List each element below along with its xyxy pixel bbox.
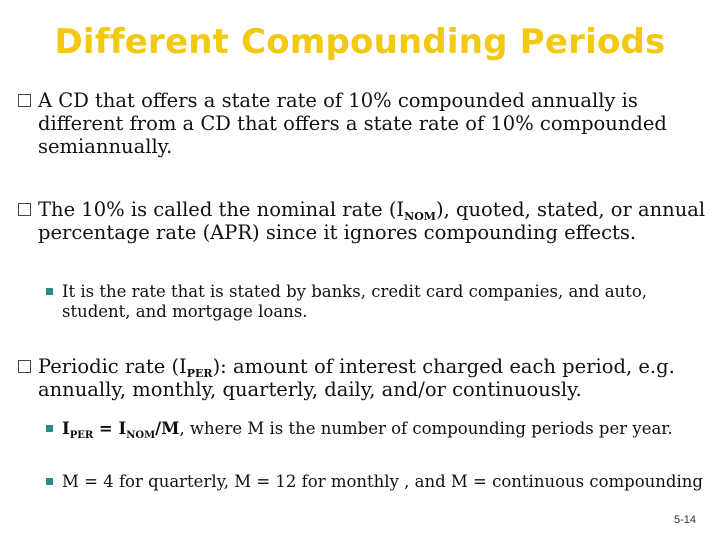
subscript-nom: NOM	[404, 210, 436, 223]
checkbox-bullet-icon	[18, 94, 31, 107]
bullet-periodic-rate	[18, 355, 708, 401]
square-bullet-icon	[46, 425, 53, 432]
square-bullet-icon	[46, 288, 53, 295]
subbullet-m-values	[46, 472, 706, 492]
page-number: 5-14	[673, 514, 696, 526]
subbullet-stated-rate	[46, 282, 706, 322]
subbullet-text: $I_{PER} = I_{NOM}/M$, where M is the number of compounding periods per year.	[62, 419, 673, 441]
subbullet-text: It is the rate that is stated by banks, credit card companies, and auto, student, and mortgage loans.	[62, 282, 647, 321]
checkbox-bullet-icon	[18, 203, 31, 216]
bullet-text: Periodic rate $(I_{PER})$: amount of interest charged each period, e.g. annually, monthly, quarterly, daily, and/or continuously.	[38, 355, 675, 401]
subbullet-text: M = 4 for quarterly, M = 12 for monthly , and M = continuous compounding	[62, 472, 703, 491]
bullet-nominal-rate	[18, 198, 708, 244]
subscript-per: PER	[186, 367, 213, 380]
subbullet-formula	[46, 419, 706, 439]
slide-title: Different Compounding Periods	[54, 22, 666, 62]
bullet-text: The 10% is called the nominal rate $(I_{NOM})$, quoted, stated, or annual percentage rate (APR) since it ignores compounding effects.	[38, 198, 706, 244]
bullet-text: A CD that offers a state rate of 10% compounded annually is different from a CD that offers a state rate of 10% compounded semiannually.	[38, 89, 667, 158]
bullet-cd-comparison	[18, 89, 708, 158]
square-bullet-icon	[46, 478, 53, 485]
checkbox-bullet-icon	[18, 360, 31, 373]
